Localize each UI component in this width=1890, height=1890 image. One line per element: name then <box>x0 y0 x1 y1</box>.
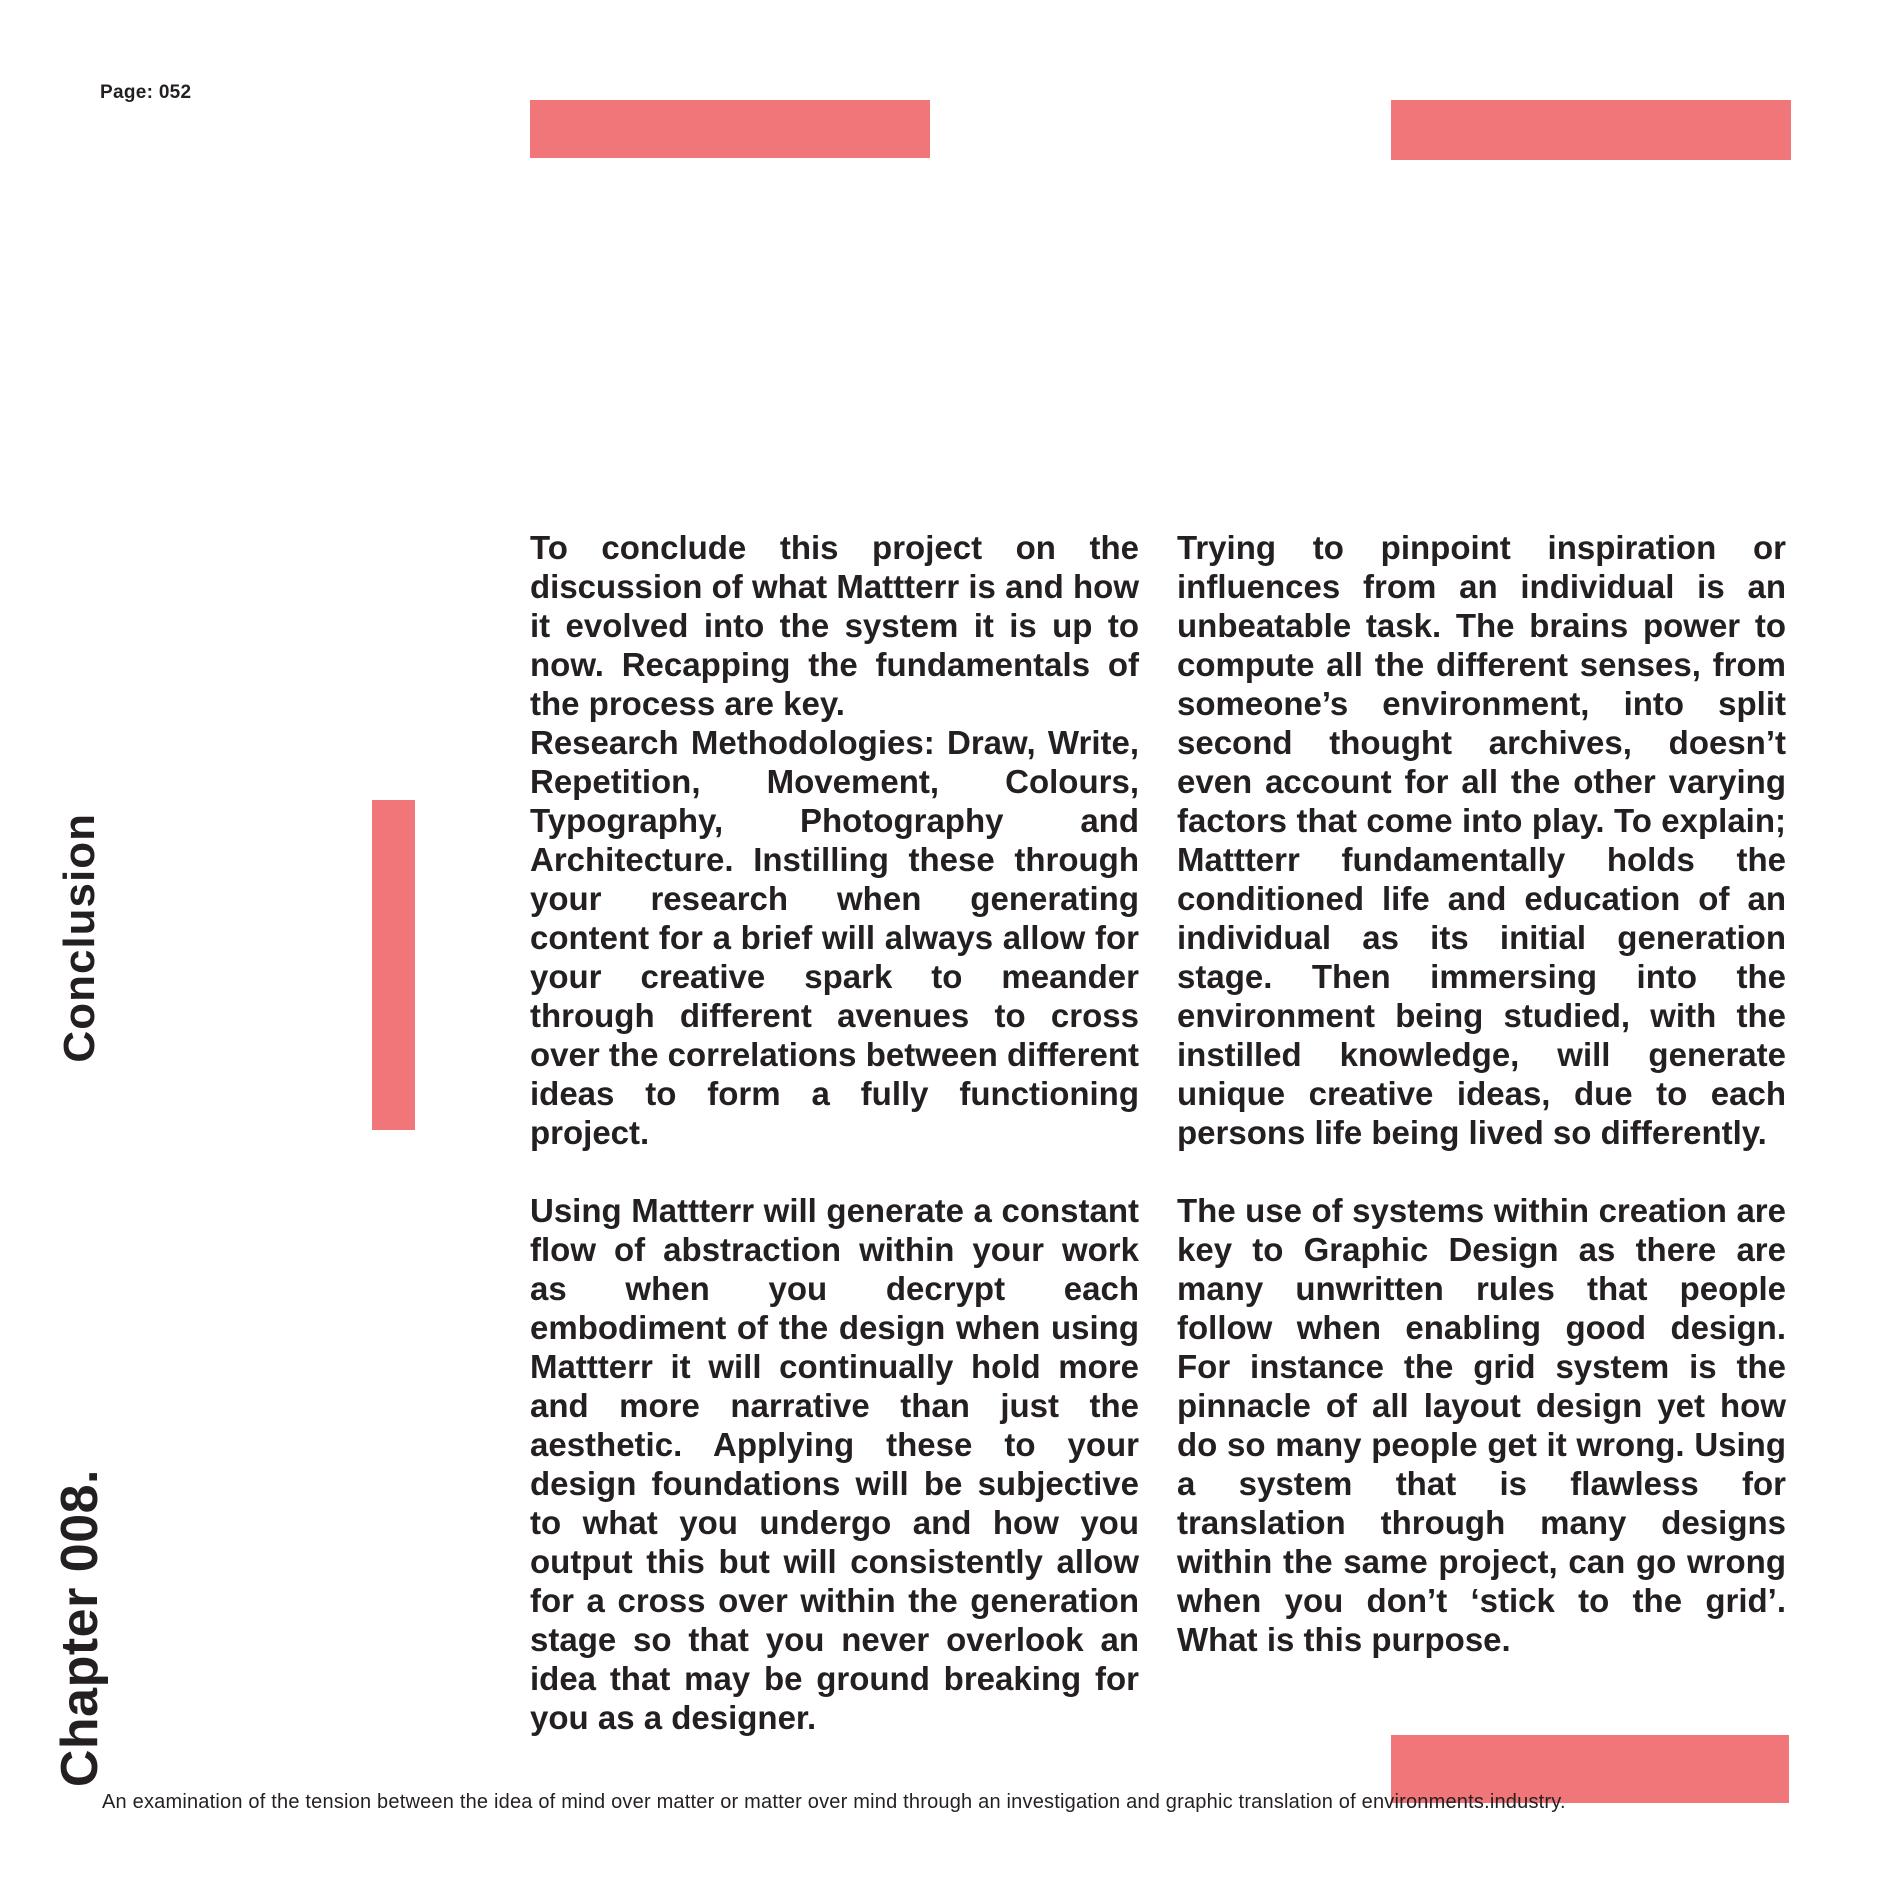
paragraph-systems: The use of systems within creation are key to Graphic Design as there are many unwritten rules that people follow when enabling good design. For instance the grid system is the pinnacle of all layout design yet how do so many people get it wrong. Using a system that is flawless for translation through many designs within the same project, can go wrong when you don’t ‘stick to the grid’. What is this purpose. <box>1177 1192 1786 1658</box>
paragraph-inspiration: Trying to pinpoint inspiration or influences from an individual is an unbeatable task. The brains power to compute all the different senses, from someone’s environment, into split second thought archives, doesn’t even account for all the other varying factors that come into play. To explain; Mattterr fundamentally holds the conditioned life and education of an individual as its initial generation stage. Then immersing into the environment being studied, with the instilled knowledge, will generate unique creative ideas, due to each persons life being lived so differently. <box>1177 529 1786 1151</box>
accent-block-middle <box>372 800 415 1130</box>
footer-text: An examination of the tension between the idea of mind over matter or matter over mind through an investigation and graphic translation of environments.industry. <box>102 1791 1566 1813</box>
paragraph-methodologies: Research Methodologies: Draw, Write, Repetition, Movement, Colours, Typography, Photography and Architecture. Instilling these through your research when generating content for a brief will always allow for your creative spark to meander through different avenues to cross over the correlations between different ideas to form a fully functioning project. <box>530 724 1139 1151</box>
body-text-columns <box>530 528 1787 1737</box>
section-title-vertical: Conclusion <box>55 813 104 1063</box>
paragraph-using-mattterr: Using Mattterr will generate a constant flow of abstraction within your work as when you decrypt each embodiment of the design when using Mattterr it will continually hold more and more narrative than just the aesthetic. Applying these to your design foundations will be subjective to what you undergo and how you output this but will consistently allow for a cross over within the generation stage so that you never overlook an idea that may be ground breaking for you as a designer. <box>530 1192 1139 1736</box>
accent-block-top-left <box>530 100 930 158</box>
paragraph-intro: To conclude this project on the discussion of what Mattterr is and how it evolved into the system it is up to now. Recapping the fundamentals of the process are key. <box>530 529 1139 722</box>
text-column-right <box>1177 528 1786 1737</box>
chapter-label-vertical: Chapter 008. <box>51 1468 109 1787</box>
text-column-left <box>530 528 1139 1737</box>
accent-block-top-right <box>1391 100 1791 160</box>
page-number-label: Page: 052 <box>100 82 192 103</box>
